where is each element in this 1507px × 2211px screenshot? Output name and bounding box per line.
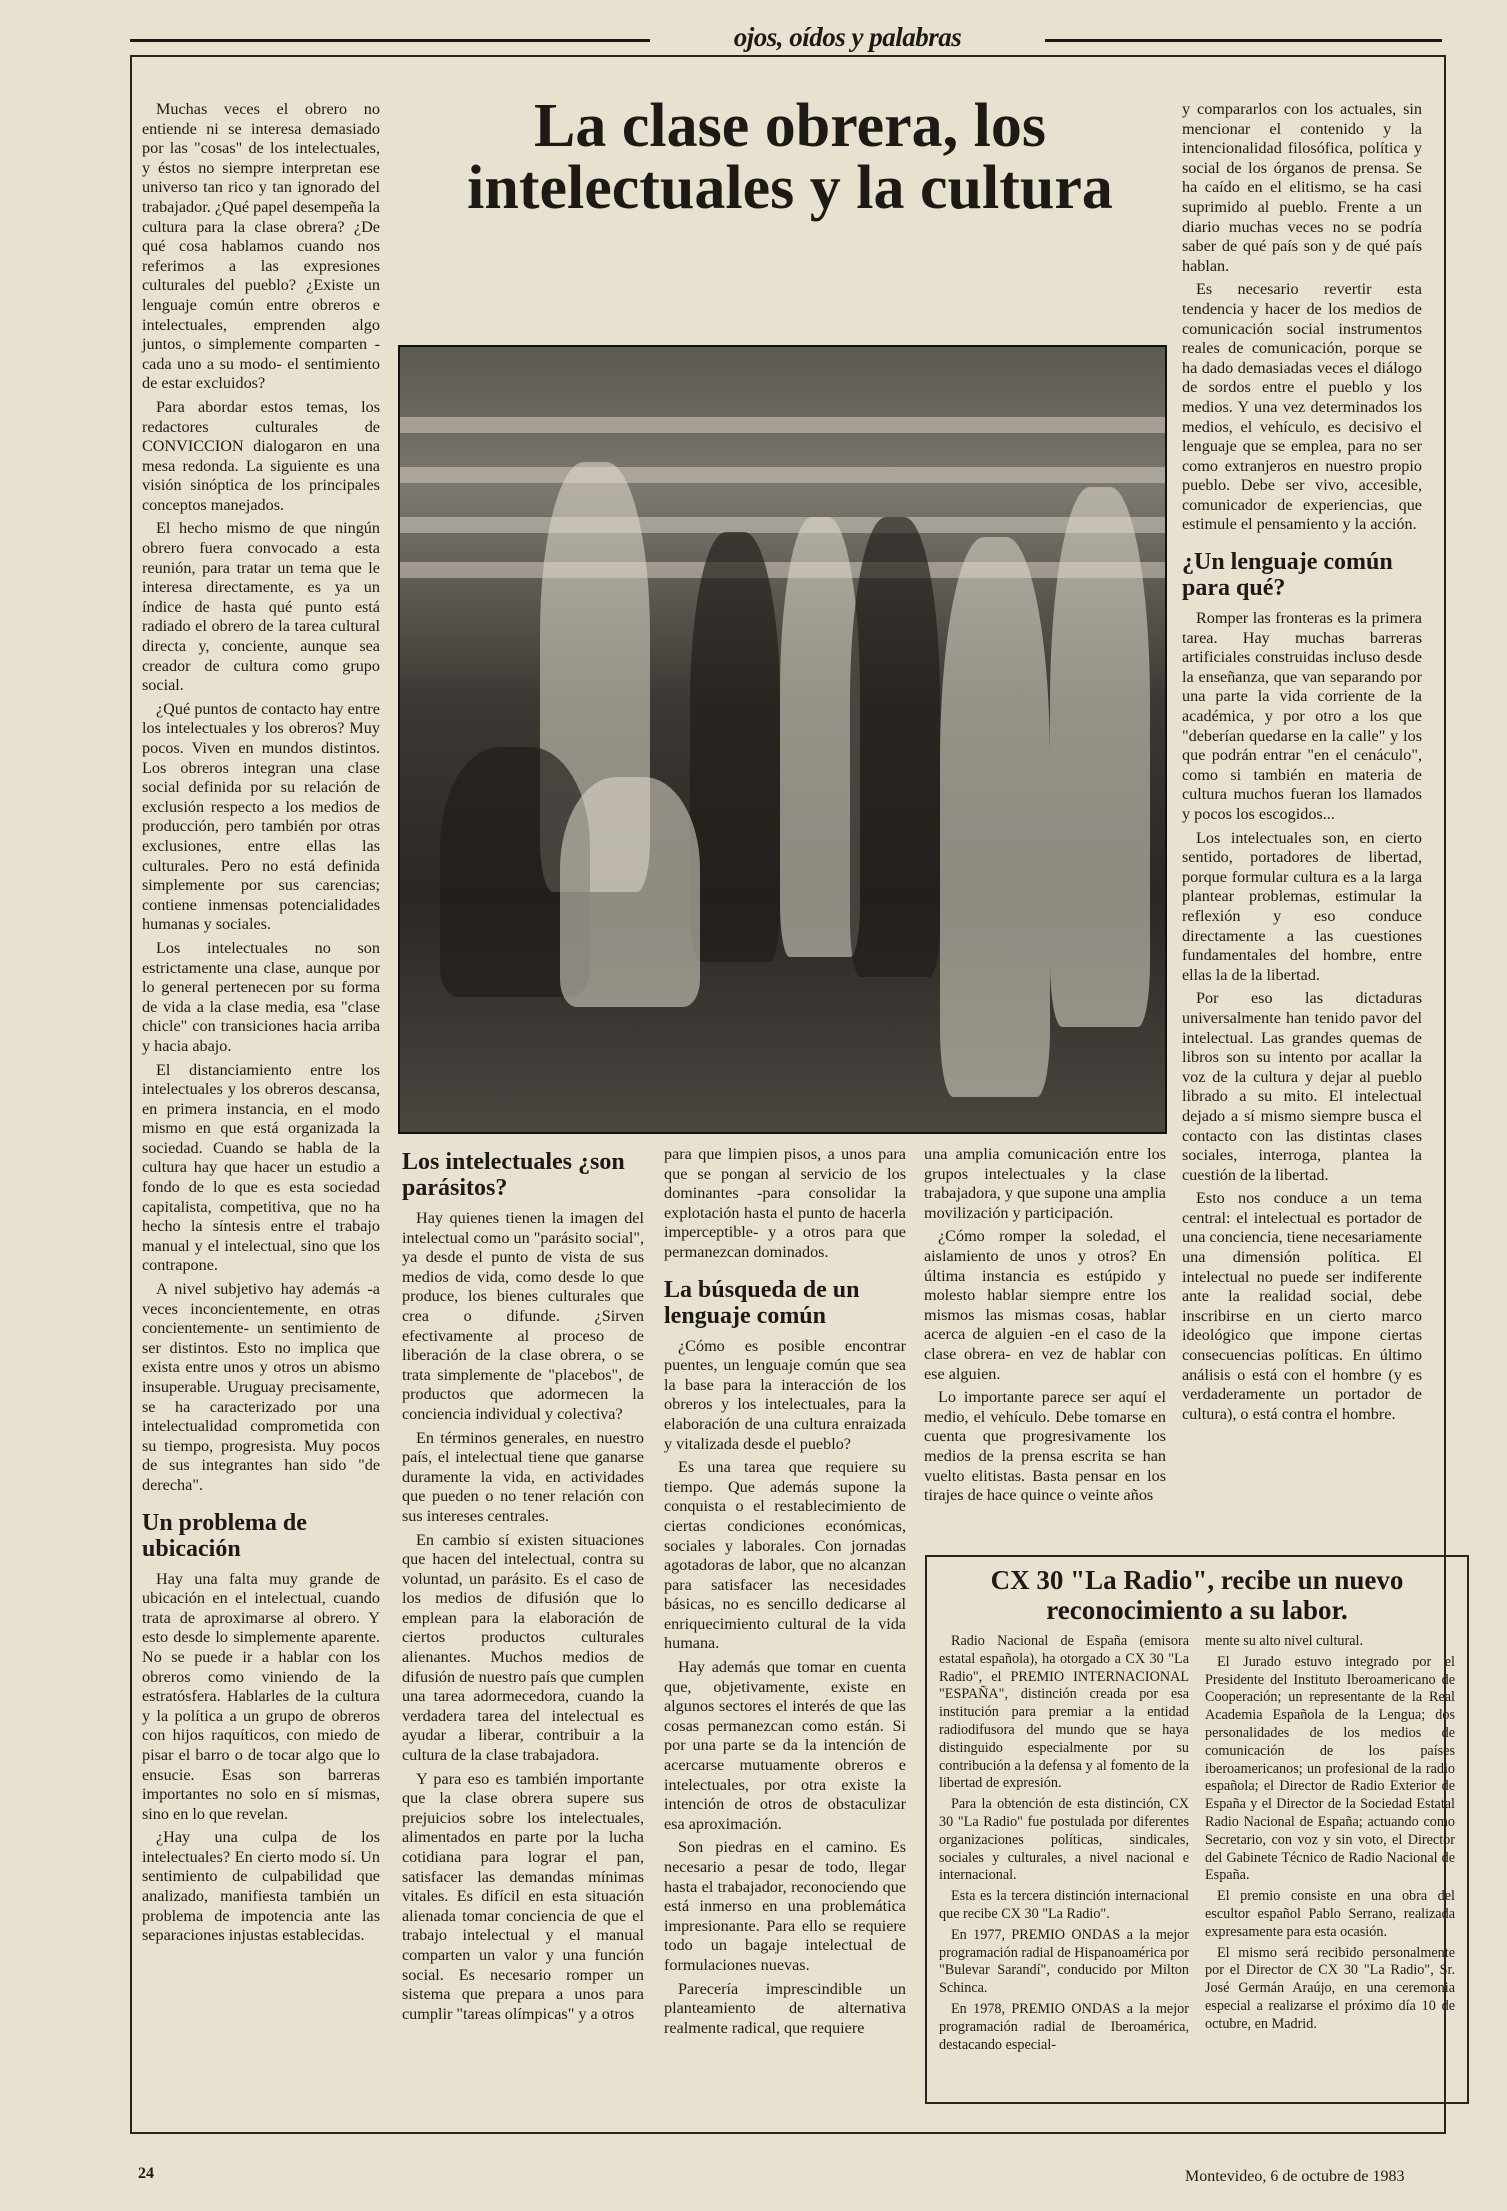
- subhead: Los intelectuales ¿son parásitos?: [402, 1149, 625, 1201]
- paragraph: En términos generales, en nuestro país, el intelectual tiene que ganarse duramente la vida, en actividades que pueden o no tener relación con sus intereses centrales.: [402, 1428, 644, 1525]
- paragraph: A nivel subjetivo hay además -a veces inconcientemente, en otras concientemente- un sentimiento de ser distintos. Esto no implica que exista entre unos y otros un abismo insuperable. Uruguay precisamente, se ha caracterizado por una intelectualidad comprometida con su tiempo, progresista. Muy pocos de sus integrantes han sido "de derecha".: [142, 1280, 380, 1494]
- dateline: Montevideo, 6 de octubre de 1983: [1185, 2168, 1405, 2185]
- paragraph: El Jurado estuvo integrado por el Presidente del Instituto Iberoamericano de Cooperación; un representante de la Real Academia Española de la Lengua; dos personalidades de los medios de comunicación de los países iberoamericanos; un profesional de la radio española; el Director de Radio Exterior de España y el Director de la Sociedad Estatal Radio Nacional de España; actuando como Secretario, con voz y sin voto, el Director del Gabinete Técnico de Radio Nacional de España.: [1205, 1653, 1455, 1884]
- inset-title: CX 30 "La Radio", recibe un nuevo reconocimiento a su labor.: [990, 1565, 1404, 1625]
- paragraph: Lo importante parece ser aquí el medio, el vehículo. Debe tomarse en cuenta que progresivamente los medios de la prensa escrita se han vuelto elitistas. Basta pensar en los tirajes de hace quince o veinte años: [924, 1388, 1166, 1505]
- paragraph: El hecho mismo de que ningún obrero fuera convocado a esta reunión, para tratar un tema que le interesa directamente, es ya un índice de hasta qué punto está radiado el obrero de la tarea cultural directa y, conciente, aunque sea creador de cultura como grupo social.: [142, 519, 380, 695]
- paragraph: Hay además que tomar en cuenta que, objetivamente, existe en algunos sectores el interés de que las cosas permanezcan como están. Si por una parte se da la intención de acercarse mutuamente obreros e intelectuales, por otra existe la intención de otros de obstaculizar esa aproximación.: [664, 1658, 906, 1833]
- paragraph: Esta es la tercera distinción internacional que recibe CX 30 "La Radio".: [939, 1888, 1189, 1922]
- paragraph: Por eso las dictaduras universalmente han tenido pavor del intelectual. Las grandes quemas de libros son su intento por acallar la voz de la cultura y dejar al pueblo librado a su mito. El intelectual dejado a sí mismo siempre busca el contacto con las distintas clases sociales, interroga, plantea la cuestión de la libertad.: [1182, 989, 1422, 1184]
- paragraph: mente su alto nivel cultural.: [1205, 1633, 1363, 1649]
- paragraph: En cambio sí existen situaciones que hacen del intelectual, contra su voluntad, un parásito. Es el caso de los medios de difusión que lo emplean para la elaboración de ciertos productos culturales alienantes. Muchos medios de difusión de nuestro país que cumplen una tarea adormecedora, cuando la verdadera tarea del intelectual es ayudar a liberar, contribuir a la cultura de la clase trabajadora.: [402, 1530, 644, 1765]
- section-header: [130, 22, 1442, 52]
- subhead: La búsqueda de un lenguaje común: [664, 1276, 860, 1329]
- header-rule-left: [130, 39, 650, 42]
- middle-column-1: [402, 1145, 644, 2028]
- paragraph: En 1978, PREMIO ONDAS a la mejor programación radial de Iberoamérica, destacando especial-: [939, 2000, 1189, 2053]
- paragraph: Son piedras en el camino. Es necesario a pesar de todo, llegar hasta el trabajador, reconociendo que está inmerso en una problemática impresionante. Para ello se requiere todo un bagaje intelectual de formulaciones nuevas.: [664, 1838, 906, 1974]
- paragraph: para que limpien pisos, a unos para que se pongan al servicio de los dominantes -para consolidar la explotación hasta el punto de hacerla imperceptible- y a otros para que permanezcan dominados.: [664, 1145, 906, 1261]
- paragraph: ¿Cómo es posible encontrar puentes, un lenguaje común que sea la base para la interacción de los obreros y los intelectuales, para la elaboración de una cultura enraizada y vitalizada desde el pueblo?: [664, 1336, 906, 1453]
- middle-column-3: [924, 1145, 1166, 1510]
- paragraph: ¿Hay una culpa de los intelectuales? En cierto modo sí. Un sentimiento de culpabilidad que analizado, manifiesta también un problema de impotencia ante las separaciones injustas establecidas.: [142, 1828, 380, 1945]
- radio-award-box: [925, 1555, 1469, 2104]
- left-paragraphs: [142, 100, 380, 1496]
- right-column: [1182, 100, 1422, 1428]
- left-column: [142, 100, 380, 1950]
- paragraph: Romper las fronteras es la primera tarea. Hay muchas barreras artificiales construidas incluso desde la enseñanza, que van separando por una parte la vida corriente de la académica, y por otro a los que "deberían quedarse en la calle" y los que podrán entrar "en el cenáculo", como si también en materia de cultura muchos fueran los llamados y pocos los escogidos...: [1182, 609, 1422, 823]
- paragraph: Para abordar estos temas, los redactores culturales de CONVICCION dialogaron en una mesa redonda. La siguiente es una visión sinóptica de los principales conceptos manejados.: [142, 397, 380, 514]
- paragraph: El premio consiste en una obra del escultor español Pablo Serrano, realizada expresamente para esta ocasión.: [1205, 1888, 1455, 1940]
- paragraph: Esto nos conduce a un tema central: el intelectual es portador de una conciencia, tiene necesariamente una dimensión política. El intelectual no puede ser indiferente ante la realidad social, debe inscribirse en un cierto marco ideológico que impone ciertas consecuencias políticas. En último análisis o está con el hombre (y es verdaderamente un portador de cultura), o está contra el hombre.: [1182, 1189, 1422, 1423]
- paragraph: Es necesario revertir esta tendencia y hacer de los medios de comunicación social instrumentos reales de comunicación, porque se ha dado demasiadas veces el diálogo de sordos entre el pueblo y los medios. Y una vez determinados los medios, el vehículo, es decisivo el lenguaje que se emplea, para no ser como extranjeros en nuestro propio pueblo. Debe ser vivo, accesible, comunicador de experiencias, que estimule el pensamiento y la acción.: [1182, 280, 1422, 534]
- paragraph: El mismo será recibido personalmente por el Director de CX 30 "La Radio", Sr. José Germán Araújo, en una ceremonia especial a realizarse el próximo día 10 de octubre, en Madrid.: [1205, 1944, 1455, 2032]
- page-number: 24: [138, 2165, 154, 2182]
- paragraph: Hay una falta muy grande de ubicación en el intelectual, cuando trata de aproximarse al obrero. Y esto desde lo simplemente aparente. No se puede ir a hablar con los obreros como viniendo de la estratósfera. Hablarles de la cultura y la política a un grupo de obreros con hijos raquíticos, con miedo de pisar el barro o de tocar algo que lo ensucie. Esas son barreras importantes no solo en sí mismas, sino en lo que revelan.: [142, 1569, 380, 1823]
- subhead: ¿Un lenguaje común para qué?: [1182, 549, 1393, 602]
- paragraph: Es una tarea que requiere su tiempo. Que además supone la conquista o el restablecimiento de ciertas condiciones económicas, sociales y laborales. Con jornadas agotadoras de labor, que no alcanzan para satisfacer las necesidades básicas, no es sencillo dedicarse al enriquecimiento cultural de la vida humana.: [664, 1458, 906, 1653]
- paragraph: ¿Cómo romper la soledad, el aislamiento de unos y otros? En última instancia es estúpido y molesto hablar siempre entre los mismos las mismas cosas, hablar acerca de alguien -en el caso de la clase obrera- en vez de hablar con ese alguien.: [924, 1227, 1166, 1383]
- headline: La clase obrera, los intelectuales y la cultura: [467, 92, 1113, 222]
- middle-column-2: [664, 1145, 906, 2042]
- header-rule-right: [1045, 39, 1442, 42]
- paragraph: y compararlos con los actuales, sin mencionar el contenido y la intencionalidad filosófica, política y social de los órganos de prensa. Se ha caído en el elitismo, se ha casi suprimido al pueblo. Frente a un diario muchas veces no se podría saber de qué país son y de qué país hablan.: [1182, 100, 1422, 275]
- paragraph: Y para eso es también importante que la clase obrera supere sus prejuicios sobre los intelectuales, alimentados en parte por la lucha cotidiana para lograr el pan, satisfacer las demandas mínimas vitales. Es difícil en esta situación alienada tomar conciencia de que el trabajo intelectual y el manual comparten un valor y una función social. Es necesario romper un sistema que prepara a unos para cumplir "tareas olímpicas" y a otros: [402, 1769, 644, 2023]
- paragraph: Parecería imprescindible un planteamiento de alternativa realmente radical, que requiere: [664, 1979, 906, 2037]
- section-tag: ojos, oídos y palabras: [733, 22, 962, 52]
- subhead: Un problema de ubicación: [142, 1509, 307, 1562]
- paragraph: El distanciamiento entre los intelectuales y los obreros descansa, en primera instancia, en el modo mismo en que está organizada la sociedad. Cuando se habla de la cultura hay que hacer un estudio a fondo de lo que es esta sociedad capitalista, competitiva, que no ha hecho la síntesis entre el trabajo manual y el intelectual, sino que los contrapone.: [142, 1060, 380, 1275]
- paragraph: ¿Qué puntos de contacto hay entre los intelectuales y los obreros? Muy pocos. Viven en mundos distintos. Los obreros integran una clase social definida por su relación de exclusión respecto a los medios de producción, pero también por otras exclusiones, entre ellas las culturales. Pero no está definida simplemente por sus carencias; contiene inmensas potencialidades humanas y sociales.: [142, 699, 380, 934]
- paragraph: Radio Nacional de España (emisora estatal española), ha otorgado a CX 30 "La Radio", el PREMIO INTERNACIONAL "ESPAÑA", distinción creada por esa institución para premiar a la entidad radiodifusora del mundo que se haya distinguido especialmente por su contribución a la defensa y al fomento de la libertad de expresión.: [939, 1633, 1189, 1792]
- inset-column-2: [1205, 1633, 1455, 2037]
- paragraph: Los intelectuales no son estrictamente una clase, aunque por lo general pertenecen por su forma de vida a la clase media, esa "clase chicle" con transiciones hacia arriba y hacia abajo.: [142, 938, 380, 1055]
- paragraph: En 1977, PREMIO ONDAS a la mejor programación radial de Hispanoamérica por "Bulevar Sarandí", conducido por Milton Schinca.: [939, 1926, 1189, 1997]
- paragraph: Los intelectuales son, en cierto sentido, portadores de libertad, porque formular cultura es a la larga plantear problemas, estimular la reflexión y eso conduce directamente a las cuestiones fundamentales del hombre, entre ellas la de la libertad.: [1182, 828, 1422, 984]
- workers-photo: [398, 345, 1167, 1134]
- paragraph: Para la obtención de esta distinción, CX 30 "La Radio" fue postulada por diferentes organizaciones políticas, sindicales, sociales y culturales, a nivel nacional e internacional.: [939, 1796, 1189, 1884]
- paragraph: Hay quienes tienen la imagen del intelectual como un "parásito social", ya desde el punto de vista de sus medios de vida, como desde lo que produce, los bienes culturales que crea o difunde. ¿Sirven efectivamente al proceso de liberación de la clase obrera, o se trata simplemente de "placebos", de productos que adormecen la conciencia individual y colectiva?: [402, 1209, 645, 1423]
- inset-column-1: [939, 1633, 1189, 2057]
- paragraph: Muchas veces el obrero no entiende ni se interesa demasiado por las "cosas" de los intelectuales, y éstos no siempre interpretan ese universo tan rico y tan ignorado del trabajador. ¿Qué papel desempeña la cultura para la clase obrera? ¿De qué cosa hablamos cuando nos referimos a las expresiones culturales del pueblo? ¿Existe un lenguaje común entre obreros e intelectuales, emprenden algo juntos, o simplemente comparten -cada uno a su modo- el sentimiento de estar excluidos?: [142, 100, 380, 393]
- paragraph: una amplia comunicación entre los grupos intelectuales y la clase trabajadora, y que supone una amplia movilización y participación.: [924, 1145, 1166, 1222]
